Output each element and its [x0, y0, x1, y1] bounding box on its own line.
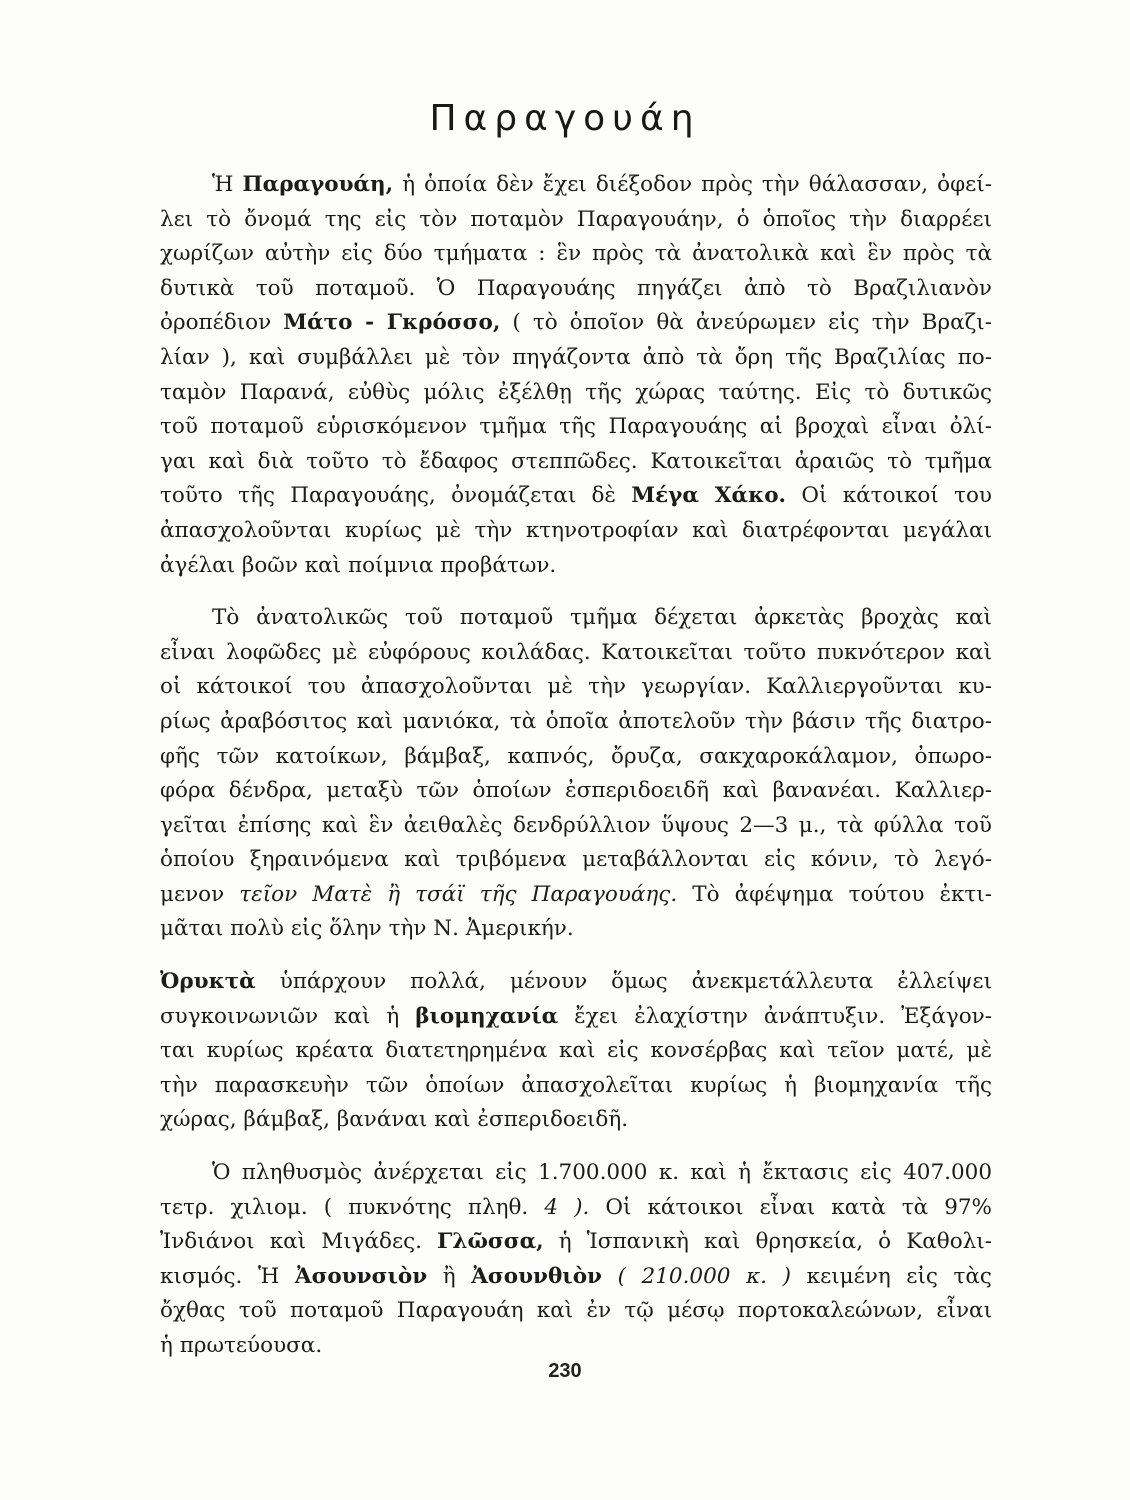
- text-span: Ἡ: [212, 172, 243, 197]
- text-line: γεῖται ἐπίσης καὶ ἓν ἀειθαλὲς δενδρύλλιον ὕψους 2—3 μ., τὰ φύλλα τοῦ: [160, 812, 992, 838]
- text-span: τετρ. χιλιομ. ( πυκνότης πληθ.: [160, 1194, 545, 1220]
- text-span: ἡ Ἱσπανικὴ καὶ θρησκεία, ὁ Καθολι-: [543, 1229, 992, 1255]
- bold-term: βιομηχανία: [415, 1003, 559, 1029]
- text-line: [160, 878, 992, 913]
- text-span: Ἰνδιάνοι καὶ Μιγάδες.: [160, 1229, 438, 1255]
- text-line: [160, 306, 992, 341]
- text-span: ὀροπέδιον: [160, 310, 284, 336]
- text-line: δυτικὰ τοῦ ποταμοῦ. Ὁ Παραγουάης πηγάζει ἀπὸ τὸ Βραζιλιανὸν: [160, 275, 992, 301]
- text-line: γαι καὶ διὰ τοῦτο τὸ ἔδαφος στεππῶδες. Κατοικεῖται ἀραιῶς τὸ τμῆμα: [160, 448, 992, 474]
- page-title: Παραγουάη: [429, 98, 701, 139]
- text-span: τοῦτο τῆς Παραγουάης, ὀνομάζεται δὲ: [160, 483, 632, 509]
- text-line: οἱ κάτοικοί του ἀπασχολοῦνται μὲ τὴν γεωργίαν. Καλλιεργοῦνται κυ-: [160, 674, 992, 700]
- page-number: 230: [548, 1360, 582, 1382]
- text-line: φόρα δένδρα, μεταξὺ τῶν ὁποίων ἐσπεριδοειδῆ καὶ βανανέαι. Καλλιερ-: [160, 778, 992, 804]
- bold-term: Μέγα Χάκο.: [631, 483, 787, 509]
- text-span: κειμένη εἰς τὰς: [791, 1263, 992, 1289]
- text-line: λει τὸ ὄνομά της εἰς τὸν ποταμὸν Παραγουάην, ὁ ὁποῖος τὴν διαρρέει: [160, 206, 992, 232]
- text-span: ἔχει ἐλαχίστην ἀνάπτυξιν. Ἐξάγον-: [558, 1003, 992, 1029]
- text-line: [160, 168, 992, 203]
- text-span: Οἱ κάτοικοί του: [786, 483, 992, 509]
- text-span: ἢ: [427, 1263, 472, 1289]
- text-line: Ὁ πληθυσμὸς ἀνέρχεται εἰς 1.700.000 κ. καὶ ἡ ἔκτασις εἰς 407.000: [212, 1160, 992, 1186]
- text-line: χώρας, βάμβαξ, βανάναι καὶ ἐσπεριδοειδῆ.: [160, 1107, 629, 1133]
- bold-term: Γλῶσσα,: [437, 1229, 544, 1255]
- bold-term: Ἀσουνσιὸν: [294, 1263, 428, 1289]
- text-line: ἀπασχολοῦνται κυρίως μὲ τὴν κτηνοτροφίαν καὶ διατρέφονται μεγάλαι: [160, 517, 992, 543]
- bold-term: Ὀρυκτὰ: [160, 969, 256, 995]
- text-span: Οἱ κάτοικοι εἶναι κατὰ τὰ 97%: [589, 1194, 992, 1220]
- text-span: ἡ ὁποία δὲν ἔχει διέξοδον πρὸς τὴν θάλασσαν, ὀφεί-: [393, 172, 992, 197]
- text-line: ται κυρίως κρέατα διατετηρημένα καὶ εἰς κονσέρβας καὶ τεῖον ματέ, μὲ: [160, 1038, 992, 1064]
- text-span: μενον: [160, 881, 240, 907]
- italic-term: τεῖον Ματὲ ἢ τσάϊ τῆς Παραγουάης.: [239, 881, 678, 907]
- text-line: φῆς τῶν κατοίκων, βάμβαξ, καπνός, ὄρυζα, σακχαροκάλαμον, ὀπωρο-: [160, 743, 992, 769]
- text-line: ἀγέλαι βοῶν καὶ ποίμνια προβάτων.: [160, 552, 557, 578]
- text-line: χωρίζων αὐτὴν εἰς δύο τμήματα : ἓν πρὸς τὰ ἀνατολικὰ καὶ ἓν πρὸς τὰ: [160, 241, 992, 267]
- text-line: ἡ πρωτεύουσα.: [160, 1333, 323, 1358]
- text-span: κισμός. Ἡ: [160, 1263, 295, 1289]
- text-line: ὄχθας τοῦ ποταμοῦ Παραγουάη καὶ ἐν τῷ μέσῳ πορτοκαλεώνων, εἶναι: [160, 1298, 992, 1324]
- text-span: ὑπάρχουν πολλά, μένουν ὅμως ἀνεκμετάλλευτα ἐλλείψει: [255, 969, 992, 995]
- text-line: ὁποίου ξηραινόμενα καὶ τριβόμενα μεταβάλλονται εἰς κόνιν, τὸ λεγό-: [160, 847, 992, 873]
- text-line: εἶναι λοφῶδες μὲ εὐφόρους κοιλάδας. Κατοικεῖται τοῦτο πυκνότερον καὶ: [160, 639, 992, 665]
- bold-term: Παραγουάη,: [242, 172, 394, 197]
- text-line: τὴν παρασκευὴν τῶν ὁποίων ἀπασχολεῖται κυρίως ἡ βιομηχανία τῆς: [160, 1072, 992, 1098]
- text-span: Τὸ ἀφέψημα τούτου ἐκτι-: [677, 881, 993, 907]
- body-text: [160, 168, 992, 1382]
- text-line: [160, 479, 992, 514]
- text-line: [160, 965, 992, 1000]
- text-line: λίαν ), καὶ συμβάλλει μὲ τὸν πηγάζοντα ἀπὸ τὰ ὄρη τῆς Βραζιλίας πο-: [160, 344, 992, 370]
- bold-term: Μάτο - Γκρόσσο,: [283, 310, 501, 336]
- paragraph-3: [160, 965, 992, 1138]
- text-line: [160, 1225, 992, 1260]
- paragraph-2: [160, 601, 992, 947]
- bold-term: Ἀσουνθιὸν: [471, 1263, 602, 1289]
- text-span: συγκοινωνιῶν καὶ ἡ: [160, 1003, 416, 1029]
- text-line: Τὸ ἀνατολικῶς τοῦ ποταμοῦ τμῆμα δέχεται ἀρκετὰς βροχὰς καὶ: [212, 605, 992, 631]
- italic-term: 4 ).: [544, 1194, 590, 1220]
- paragraph-4: [160, 1156, 992, 1364]
- paragraph-1: [160, 168, 992, 583]
- text-span: ( τὸ ὁποῖον θὰ ἀνεύρωμεν εἰς τὴν Βραζι-: [500, 310, 992, 336]
- text-line: [160, 1000, 992, 1035]
- text-line: ταμὸν Παρανά, εὐθὺς μόλις ἐξέλθῃ τῆς χώρας ταύτης. Εἰς τὸ δυτικῶς: [160, 379, 992, 405]
- text-line: [160, 1191, 992, 1226]
- text-line: μᾶται πολὺ εἰς ὅλην τὴν Ν. Ἀμερικήν.: [160, 916, 574, 942]
- italic-term: ( 210.000 κ. ): [601, 1263, 792, 1289]
- text-line: ρίως ἀραβόσιτος καὶ μανιόκα, τὰ ὁποῖα ἀποτελοῦν τὴν βάσιν τῆς διατρο-: [160, 708, 992, 734]
- text-line: [160, 1260, 992, 1295]
- text-line: τοῦ ποταμοῦ εὑρισκόμενον τμῆμα τῆς Παραγουάης αἱ βροχαὶ εἶναι ὀλί-: [160, 414, 992, 440]
